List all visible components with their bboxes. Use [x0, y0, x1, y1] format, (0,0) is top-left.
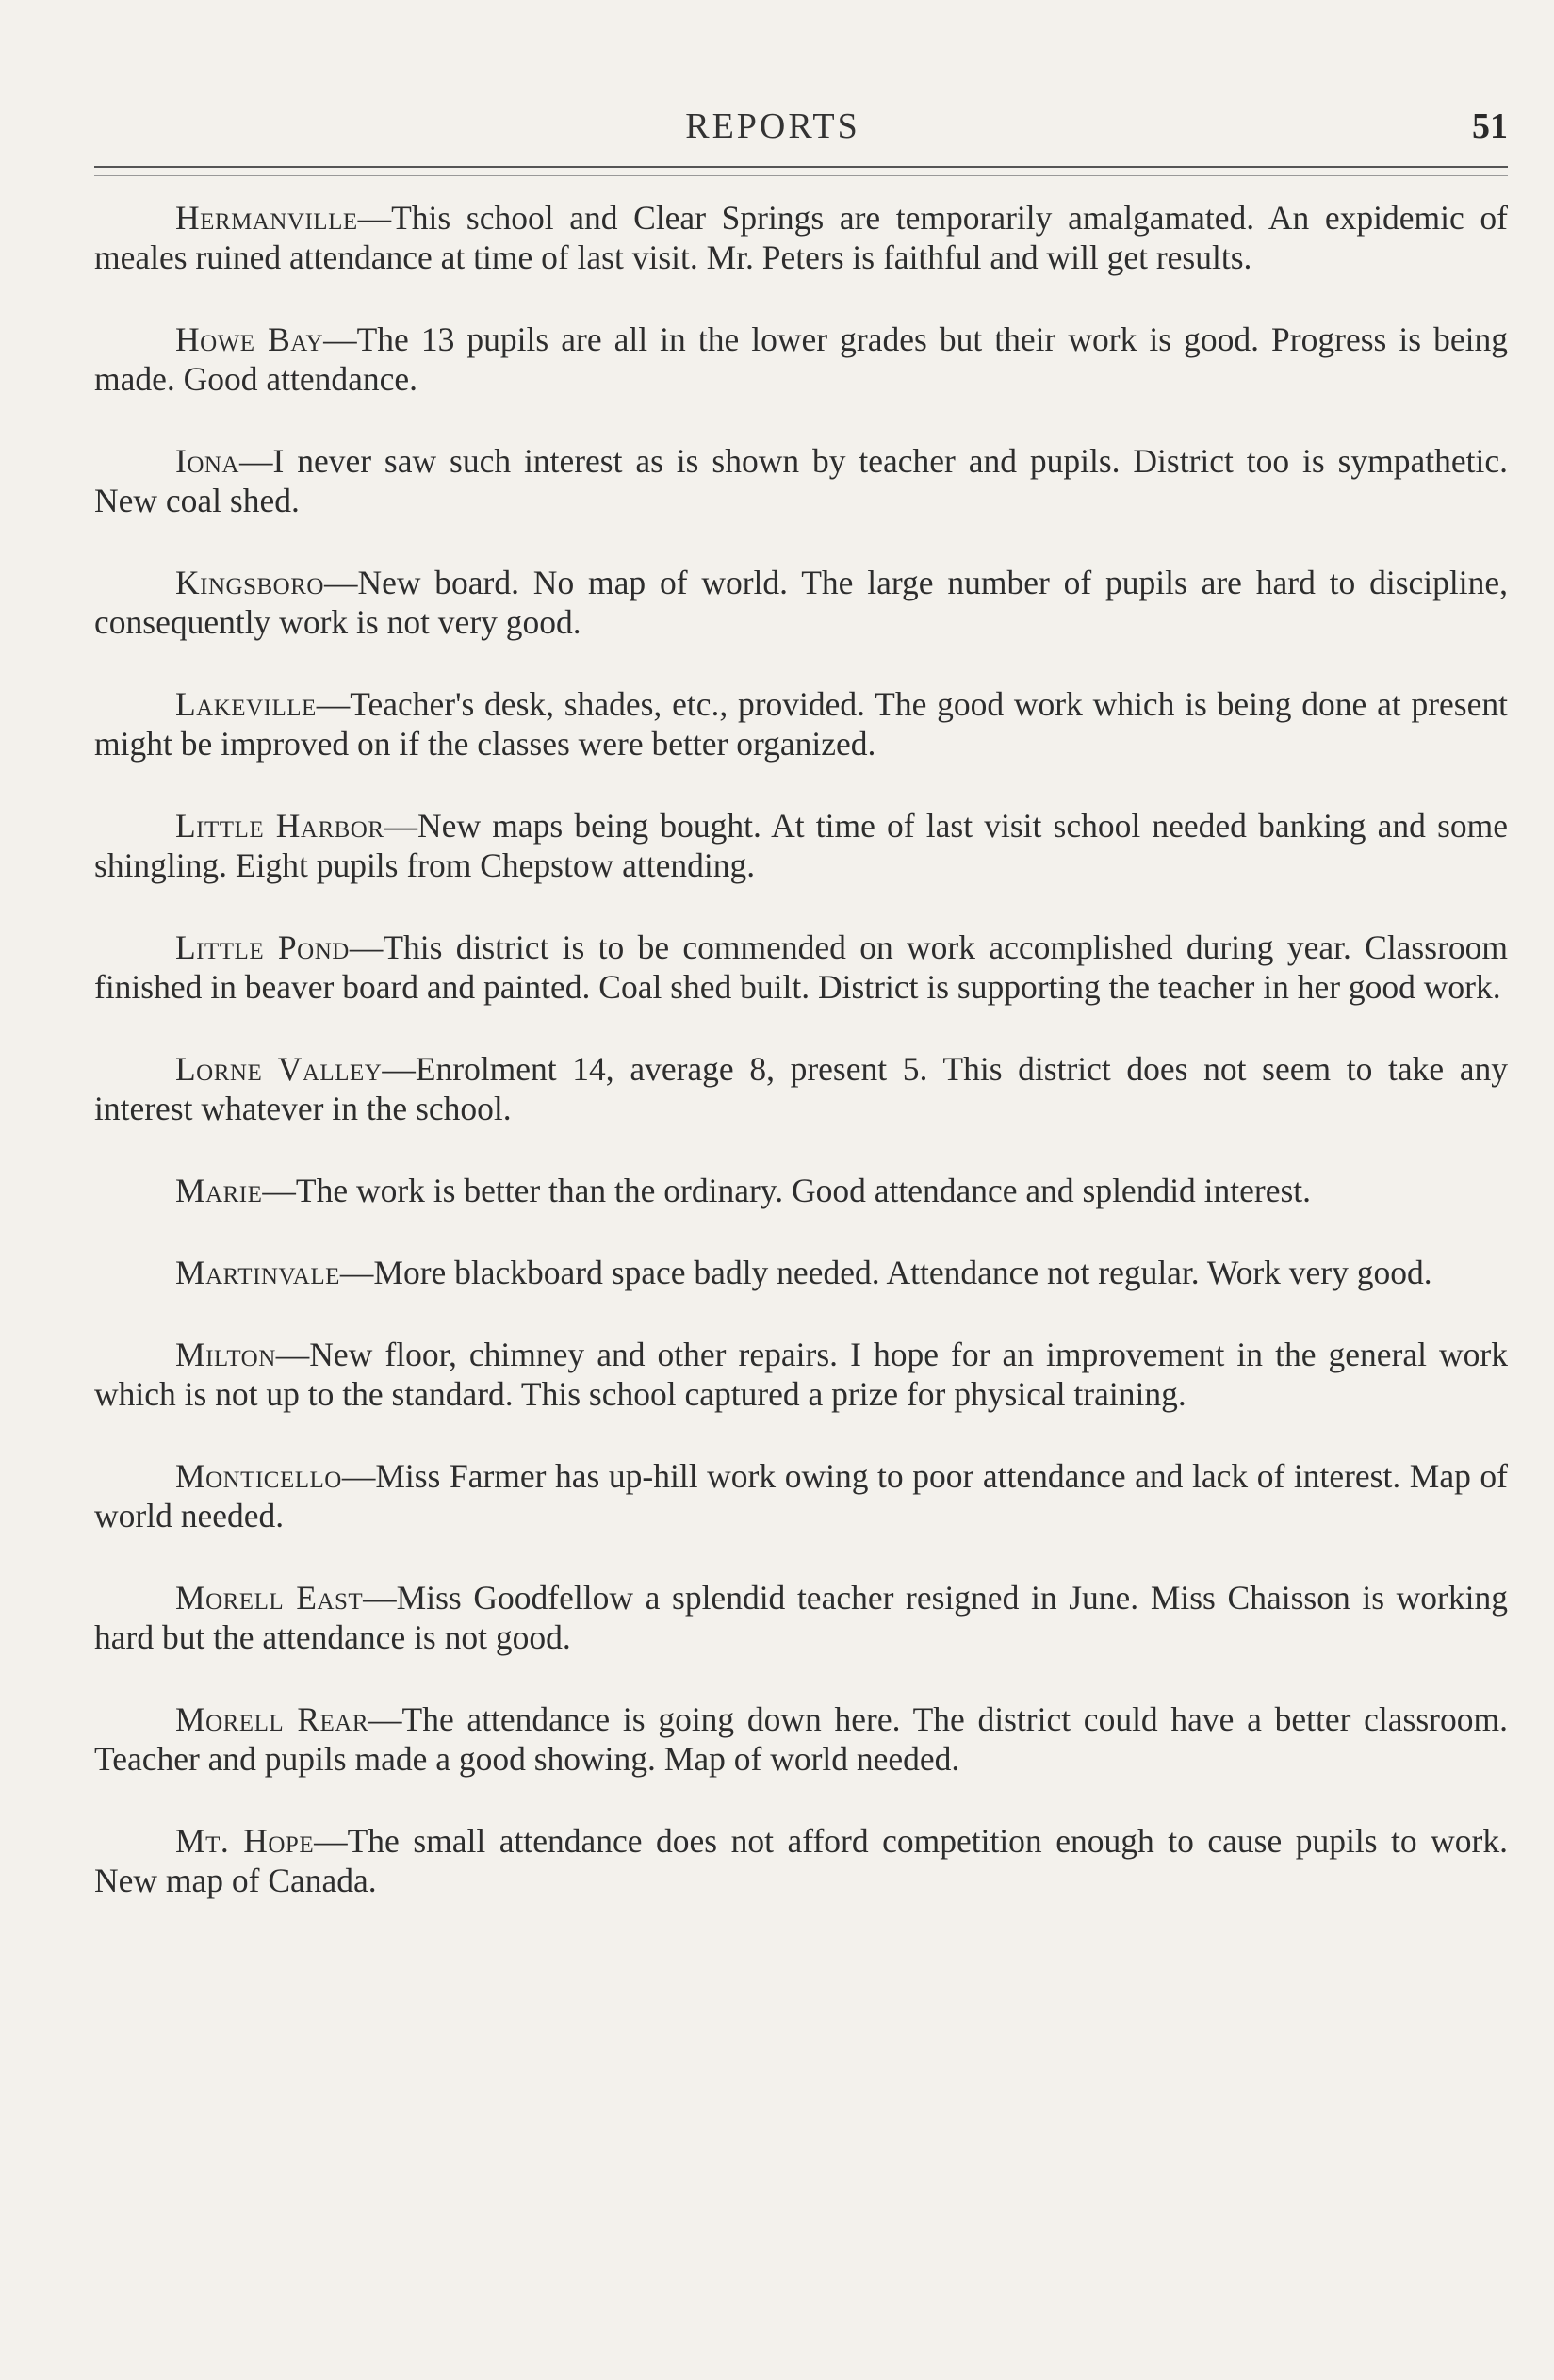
document-page — [94, 0, 1508, 2380]
school-name: Mt. Hope — [175, 1822, 315, 1860]
entry-text: —Teacher's desk, shades, etc., provided. The good work which is being done at present might be improved on if the classes were better organized. — [94, 685, 1508, 763]
school-name: Howe Bay — [175, 320, 324, 358]
school-name: Lakeville — [175, 685, 317, 723]
entry-text: —The small attendance does not afford competition enough to cause pupils to work. New map of Canada. — [94, 1822, 1509, 1899]
entry-text: —Miss Goodfellow a splendid teacher resigned in June. Miss Chaisson is working hard but the attendance is not good. — [94, 1579, 1508, 1656]
school-name: Morell East — [175, 1579, 364, 1617]
report-entry-lorne-valley — [94, 1049, 1508, 1128]
report-entries — [94, 198, 1508, 1943]
report-entry-little-pond — [94, 927, 1508, 1007]
header-rule — [94, 166, 1508, 168]
school-name: Kingsboro — [175, 564, 324, 601]
entry-text: —Enrolment 14, average 8, present 5. This district does not seem to take any interest whatever in the school. — [94, 1050, 1509, 1127]
entry-text: —This school and Clear Springs are temporarily amalgamated. An expidemic of meales ruined attendance at time of last visit. Mr. Peters is faithful and will get results. — [94, 199, 1508, 276]
school-name: Morell Rear — [175, 1700, 369, 1738]
report-entry-kingsboro — [94, 563, 1508, 642]
entry-text: —The work is better than the ordinary. Good attendance and splendid interest. — [262, 1172, 1312, 1209]
page-header — [94, 106, 1508, 172]
school-name: Milton — [175, 1336, 276, 1373]
school-name: Monticello — [175, 1457, 342, 1495]
entry-text: —The attendance is going down here. The district could have a better classroom. Teacher and pupils made a good showing. Map of world needed. — [94, 1700, 1508, 1778]
header-rule-thin — [94, 175, 1508, 176]
report-entry-marie — [94, 1171, 1508, 1210]
school-name: Marie — [175, 1172, 263, 1209]
entry-text: —I never saw such interest as is shown by teacher and pupils. District too is sympathetic. New coal shed. — [94, 442, 1508, 519]
school-name: Iona — [175, 442, 239, 480]
report-entry-monticello — [94, 1456, 1508, 1535]
school-name: Little Pond — [175, 928, 350, 966]
entry-text: —New maps being bought. At time of last visit school needed banking and some shingling. Eight pupils from Chepstow attending. — [94, 807, 1509, 884]
report-entry-mt-hope — [94, 1821, 1508, 1900]
report-entry-little-harbor — [94, 806, 1508, 885]
entry-text: —New floor, chimney and other repairs. I hope for an improvement in the general work which is not up to the standard. This school captured a prize for physical training. — [94, 1336, 1508, 1413]
report-entry-morell-east — [94, 1578, 1508, 1657]
entry-text: —This district is to be commended on work accomplished during year. Classroom finished in beaver board and painted. Coal shed built. District is supporting the teacher in her good work. — [94, 928, 1508, 1006]
report-entry-martinvale — [94, 1253, 1508, 1292]
school-name: Hermanville — [175, 199, 358, 237]
report-entry-morell-rear — [94, 1699, 1508, 1779]
report-entry-lakeville — [94, 684, 1508, 763]
report-entry-hermanville — [94, 198, 1508, 277]
school-name: Little Harbor — [175, 807, 384, 845]
report-entry-howe-bay — [94, 320, 1508, 399]
entry-text: —Miss Farmer has up-hill work owing to poor attendance and lack of interest. Map of world needed. — [94, 1457, 1508, 1535]
entry-text: —More blackboard space badly needed. Attendance not regular. Work very good. — [339, 1254, 1432, 1291]
page-number: 51 — [1472, 107, 1508, 146]
entry-text: —New board. No map of world. The large number of pupils are hard to discipline, consequently work is not very good. — [94, 564, 1508, 641]
report-entry-iona — [94, 441, 1508, 520]
running-head: REPORTS — [685, 107, 860, 146]
school-name: Lorne Valley — [175, 1050, 383, 1088]
school-name: Martinvale — [175, 1254, 340, 1291]
entry-text: —The 13 pupils are all in the lower grades but their work is good. Progress is being made. Good attendance. — [94, 320, 1508, 398]
report-entry-milton — [94, 1335, 1508, 1414]
